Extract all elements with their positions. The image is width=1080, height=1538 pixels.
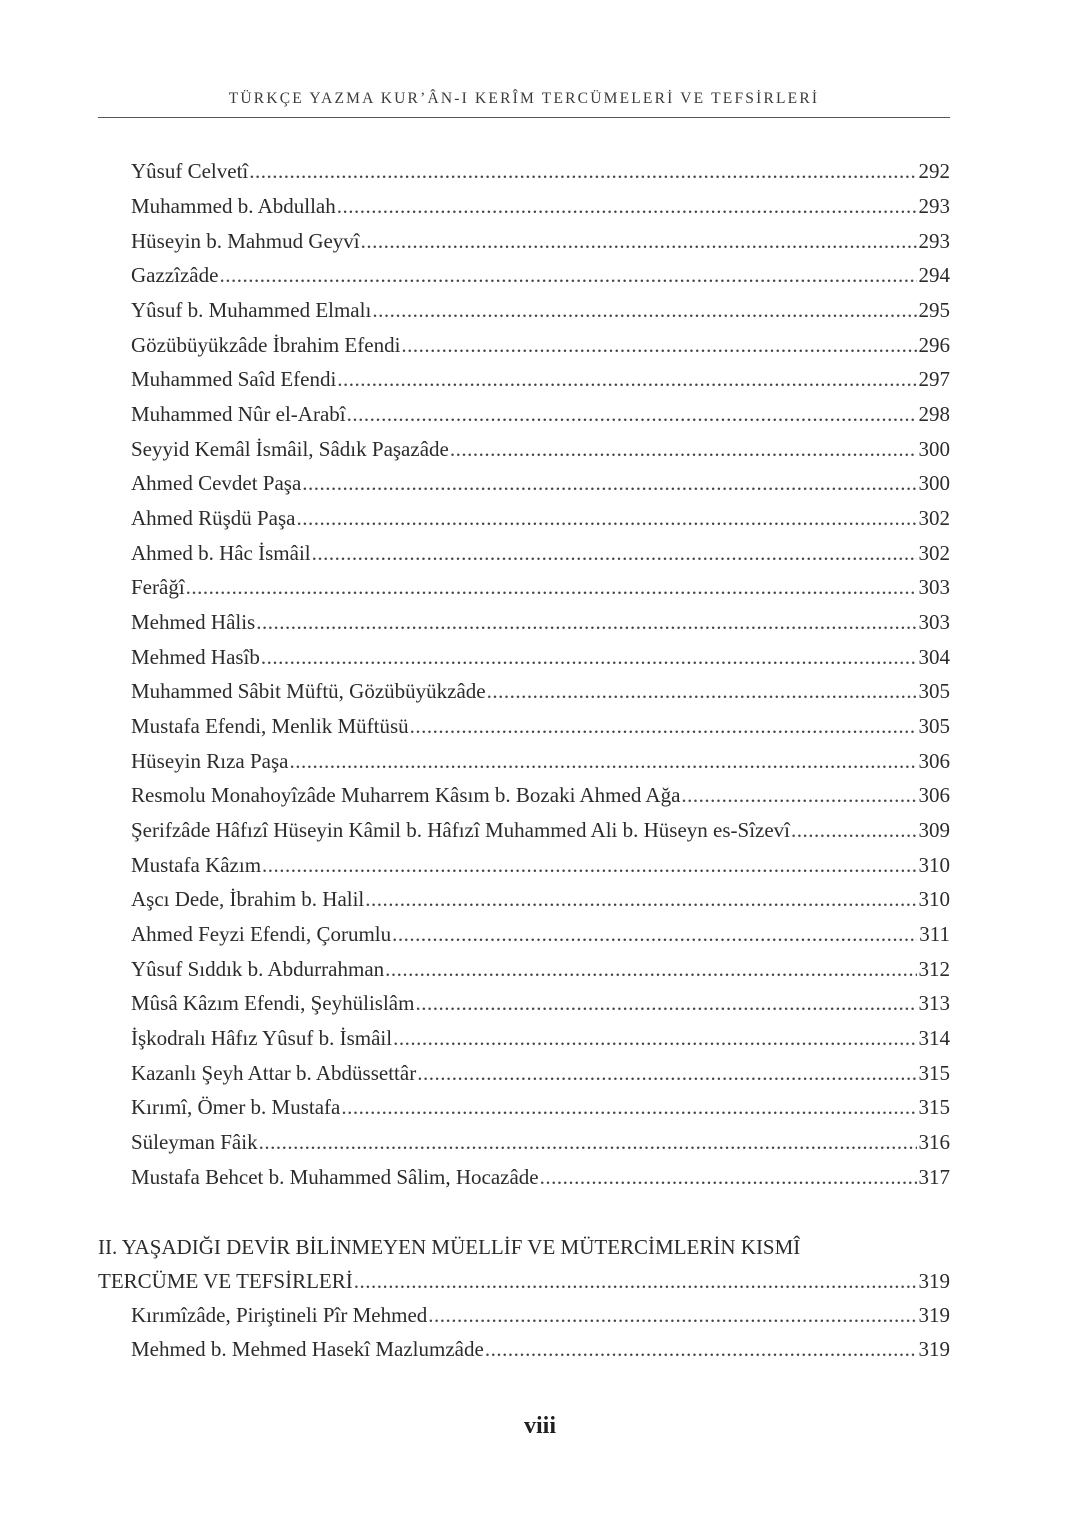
toc-entry[interactable]: [131, 746, 950, 776]
leader-dots: [681, 780, 916, 810]
leader-dots: [219, 260, 916, 290]
toc-entry[interactable]: [131, 711, 950, 741]
toc-entry[interactable]: [131, 330, 950, 360]
leader-dots: [393, 1023, 916, 1053]
toc-entry[interactable]: [131, 572, 950, 602]
toc-entry-name: Ahmed Rüşdü Paşa: [131, 506, 296, 530]
toc-entry-name: Kırımî, Ömer b. Mustafa: [131, 1095, 341, 1119]
leader-dots: [365, 884, 916, 914]
toc-entry-page: 314: [918, 1026, 950, 1050]
toc-entry-page: 303: [918, 575, 950, 599]
leader-dots: [289, 746, 916, 776]
toc-entry-name: Mûsâ Kâzım Efendi, Şeyhülislâm: [131, 991, 415, 1015]
toc-entry-page: 312: [918, 957, 950, 981]
leader-dots: [256, 607, 916, 637]
toc-entry-name: Süleyman Fâik: [131, 1130, 258, 1154]
toc-entry-page: 305: [918, 714, 950, 738]
leader-dots: [249, 156, 916, 186]
toc-entry[interactable]: [131, 988, 950, 1018]
toc-entry-page: 303: [918, 610, 950, 634]
toc-entry[interactable]: [131, 260, 950, 290]
leader-dots: [262, 850, 916, 880]
toc-entry-page: 315: [918, 1061, 950, 1085]
leader-dots: [410, 711, 917, 741]
leader-dots: [428, 1300, 916, 1330]
toc-entry-page: 305: [918, 679, 950, 703]
header-rule: [98, 117, 950, 118]
section-entry-name: Kırımîzâde, Piriştineli Pîr Mehmed: [131, 1303, 428, 1327]
toc-entry-name: Hüseyin b. Mahmud Geyvî: [131, 229, 360, 253]
toc-entry-name: Muhammed Nûr el-Arabî: [131, 402, 346, 426]
leader-dots: [259, 1127, 917, 1157]
toc-entry-name: Gazzîzâde: [131, 263, 219, 287]
toc-entry-name: Yûsuf Celvetî: [131, 159, 249, 183]
section-entry[interactable]: [131, 1300, 950, 1330]
toc-entry-name: Mustafa Kâzım: [131, 853, 262, 877]
toc-entry-name: Ahmed Feyzi Efendi, Çorumlu: [131, 922, 392, 946]
toc-entry[interactable]: [131, 295, 950, 325]
toc-entry-name: Mustafa Efendi, Menlik Müftüsü: [131, 714, 409, 738]
toc-entry-name: Aşcı Dede, İbrahim b. Halil: [131, 887, 365, 911]
toc-entry-name: Mustafa Behcet b. Muhammed Sâlim, Hocazâde: [131, 1165, 539, 1189]
toc-entry-page: 293: [918, 194, 950, 218]
toc-entry-name: Yûsuf b. Muhammed Elmalı: [131, 298, 372, 322]
leader-dots: [337, 364, 916, 394]
leader-dots: [341, 1092, 916, 1122]
leader-dots: [487, 676, 917, 706]
toc-entry-name: Şerifzâde Hâfızî Hüseyin Kâmil b. Hâfızî Muhammed Ali b. Hüseyn es-Sîzevî: [131, 818, 790, 842]
toc-entry[interactable]: [131, 642, 950, 672]
leader-dots: [417, 1058, 916, 1088]
toc-entry[interactable]: [131, 1127, 950, 1157]
toc-entry-page: 311: [919, 922, 950, 946]
toc-entry-page: 304: [918, 645, 950, 669]
toc-entry[interactable]: [131, 780, 950, 810]
leader-dots: [337, 191, 917, 221]
toc-entry-name: İşkodralı Hâfız Yûsuf b. İsmâil: [131, 1026, 393, 1050]
toc-entry-page: 293: [918, 229, 950, 253]
toc-entry[interactable]: [131, 1092, 950, 1122]
toc-entry-page: 313: [918, 991, 950, 1015]
leader-dots: [302, 468, 916, 498]
toc-entry[interactable]: [131, 919, 950, 949]
toc-entry[interactable]: [131, 676, 950, 706]
toc-entry[interactable]: [131, 468, 950, 498]
toc-entry-name: Muhammed b. Abdullah: [131, 194, 336, 218]
section-page: 319: [918, 1269, 950, 1293]
toc-entry-page: 300: [918, 437, 950, 461]
toc-entry-page: 310: [918, 887, 950, 911]
toc-entry-name: Ahmed b. Hâc İsmâil: [131, 541, 311, 565]
leader-dots: [450, 434, 917, 464]
toc-entry[interactable]: [131, 1162, 950, 1192]
leader-dots: [261, 642, 917, 672]
toc-entry-page: 300: [918, 471, 950, 495]
toc-entry-page: 295: [918, 298, 950, 322]
toc-entry-page: 316: [918, 1130, 950, 1154]
leader-dots: [385, 954, 916, 984]
leader-dots: [791, 815, 917, 845]
toc-entry[interactable]: [131, 399, 950, 429]
toc-entry-name: Mehmed Hâlis: [131, 610, 256, 634]
toc-entry[interactable]: [131, 884, 950, 914]
section-title-line1[interactable]: II. YAŞADIĞI DEVİR BİLİNMEYEN MÜELLİF VE MÜTERCİMLERİN KISMÎ: [98, 1235, 801, 1259]
toc-entry[interactable]: [131, 503, 950, 533]
leader-dots: [354, 1266, 917, 1296]
toc-entry-name: Kazanlı Şeyh Attar b. Abdüssettâr: [131, 1061, 417, 1085]
section-entry-name: Mehmed b. Mehmed Hasekî Mazlumzâde: [131, 1337, 484, 1361]
toc-entry[interactable]: [131, 1058, 950, 1088]
toc-entry-name: Gözübüyükzâde İbrahim Efendi: [131, 333, 401, 357]
leader-dots: [347, 399, 917, 429]
toc-entry-page: 302: [918, 541, 950, 565]
toc-entry-page: 315: [918, 1095, 950, 1119]
toc-entry-name: Ferâğî: [131, 575, 185, 599]
toc-entry-name: Hüseyin Rıza Paşa: [131, 749, 289, 773]
toc-entry-page: 302: [918, 506, 950, 530]
toc-entry-page: 294: [918, 263, 950, 287]
toc-entry[interactable]: [131, 607, 950, 637]
toc-entry-page: 296: [918, 333, 950, 357]
leader-dots: [485, 1334, 917, 1364]
toc-entry-page: 306: [918, 749, 950, 773]
toc-entry-page: 292: [918, 159, 950, 183]
leader-dots: [540, 1162, 917, 1192]
toc-entry-page: 317: [918, 1165, 950, 1189]
section-title-text: TERCÜME VE TEFSİRLERİ: [98, 1269, 353, 1293]
page-number: viii: [523, 1413, 556, 1439]
leader-dots: [415, 988, 916, 1018]
toc-entry[interactable]: [131, 850, 950, 880]
toc-entry-name: Mehmed Hasîb: [131, 645, 260, 669]
toc-entry[interactable]: [131, 954, 950, 984]
toc-entry[interactable]: [131, 156, 950, 186]
toc-entry[interactable]: [131, 226, 950, 256]
toc-entry-page: 306: [918, 783, 950, 807]
toc-entry-name: Resmolu Monahoyîzâde Muharrem Kâsım b. Bozaki Ahmed Ağa: [131, 783, 681, 807]
toc-entry[interactable]: [131, 1023, 950, 1053]
section-entry-page: 319: [918, 1303, 950, 1327]
toc-entry[interactable]: [131, 434, 950, 464]
leader-dots: [372, 295, 916, 325]
running-head: TÜRKÇE YAZMA KUR’ÂN-I KERÎM TERCÜMELERİ VE TEFSİRLERİ: [228, 90, 820, 107]
toc-entry[interactable]: [131, 538, 950, 568]
leader-dots: [186, 572, 917, 602]
leader-dots: [392, 919, 917, 949]
toc-entry-page: 310: [918, 853, 950, 877]
toc-entry-page: 298: [918, 402, 950, 426]
section-entry-page: 319: [918, 1337, 950, 1361]
toc-entry[interactable]: [131, 815, 950, 845]
leader-dots: [297, 503, 917, 533]
section-title-line2[interactable]: [98, 1266, 950, 1296]
toc-entry-name: Seyyid Kemâl İsmâil, Sâdık Paşazâde: [131, 437, 449, 461]
toc-entry-name: Yûsuf Sıddık b. Abdurrahman: [131, 957, 385, 981]
leader-dots: [312, 538, 917, 568]
toc-entry-name: Ahmed Cevdet Paşa: [131, 471, 302, 495]
section-entry[interactable]: [131, 1334, 950, 1364]
toc-entry-page: 309: [918, 818, 950, 842]
toc-entry-name: Muhammed Sâbit Müftü, Gözübüyükzâde: [131, 679, 486, 703]
toc-entry[interactable]: [131, 364, 950, 394]
toc-entry-page: 297: [918, 367, 950, 391]
leader-dots: [401, 330, 916, 360]
leader-dots: [361, 226, 917, 256]
toc-entry-name: Muhammed Saîd Efendi: [131, 367, 337, 391]
toc-entry[interactable]: [131, 191, 950, 221]
